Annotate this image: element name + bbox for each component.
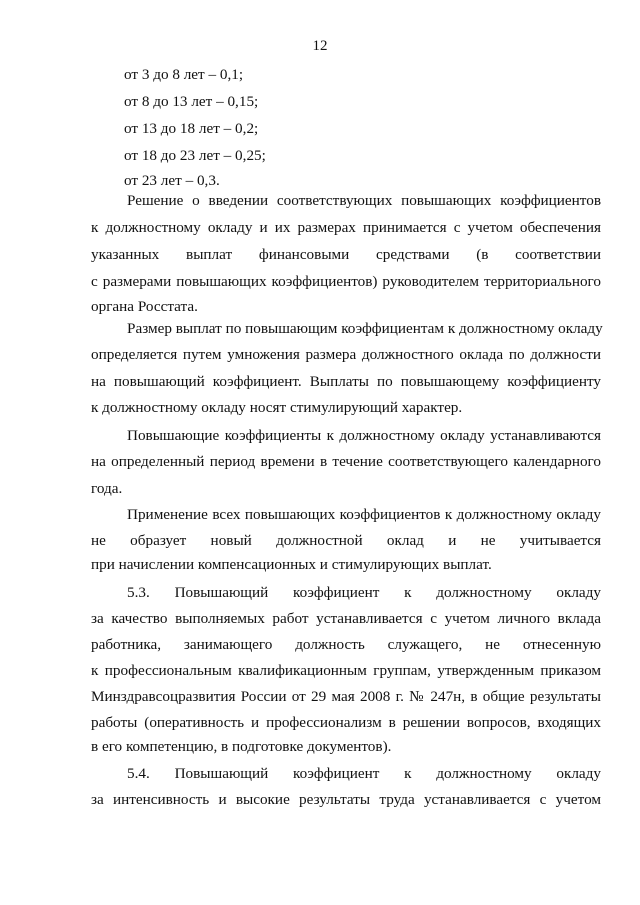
paragraph-line: с размерами повышающих коэффициентов) руководителем территориального bbox=[91, 273, 601, 290]
paragraph-line: определяется путем умножения размера должностного оклада по должности bbox=[91, 346, 601, 363]
paragraph-line: 5.3. Повышающий коэффициент к должностному окладу bbox=[127, 584, 601, 601]
paragraph-line: работы (оперативность и профессионализм в решении вопросов, входящих bbox=[91, 714, 601, 731]
paragraph-line: Применение всех повышающих коэффициентов к должностному окладу bbox=[127, 506, 601, 523]
paragraph-line: за качество выполняемых работ устанавливается с учетом личного вклада bbox=[91, 610, 601, 627]
paragraph-line: Повышающие коэффициенты к должностному окладу устанавливаются bbox=[127, 427, 601, 444]
paragraph-line: указанных выплат финансовыми средствами (в соответствии bbox=[91, 246, 601, 263]
paragraph-line: в его компетенцию, в подготовке документов). bbox=[91, 738, 392, 755]
paragraph-line: не образует новый должностной оклад и не учитывается bbox=[91, 532, 601, 549]
paragraph-line: к должностному окладу носят стимулирующий характер. bbox=[91, 399, 463, 416]
coefficient-list-item: от 3 до 8 лет – 0,1; bbox=[124, 66, 244, 83]
paragraph-line: при начислении компенсационных и стимулирующих выплат. bbox=[91, 556, 492, 573]
coefficient-list-item: от 8 до 13 лет – 0,15; bbox=[124, 93, 259, 110]
paragraph-line: Минздравсоцразвития России от 29 мая 2008 г. № 247н, в общие результаты bbox=[91, 688, 601, 705]
paragraph-line: на повышающий коэффициент. Выплаты по повышающему коэффициенту bbox=[91, 373, 601, 390]
page-number: 12 bbox=[312, 38, 328, 54]
paragraph-line: к профессиональным квалификационным группам, утвержденным приказом bbox=[91, 662, 601, 679]
paragraph-line: на определенный период времени в течение соответствующего календарного bbox=[91, 453, 601, 470]
paragraph-line: Решение о введении соответствующих повышающих коэффициентов bbox=[127, 192, 601, 209]
coefficient-list-item: от 13 до 18 лет – 0,2; bbox=[124, 120, 259, 137]
paragraph-line: 5.4. Повышающий коэффициент к должностному окладу bbox=[127, 765, 601, 782]
paragraph-line: к должностному окладу и их размерах принимается с учетом обеспечения bbox=[91, 219, 601, 236]
coefficient-list-item: от 23 лет – 0,3. bbox=[124, 172, 220, 189]
coefficient-list-item: от 18 до 23 лет – 0,25; bbox=[124, 147, 266, 164]
paragraph-line: работника, занимающего должность служащего, не отнесенную bbox=[91, 636, 601, 653]
paragraph-line: за интенсивность и высокие результаты труда устанавливается с учетом bbox=[91, 791, 601, 808]
paragraph-line: Размер выплат по повышающим коэффициентам к должностному окладу bbox=[127, 320, 603, 337]
paragraph-line: органа Росстата. bbox=[91, 298, 198, 315]
paragraph-line: года. bbox=[91, 480, 123, 497]
